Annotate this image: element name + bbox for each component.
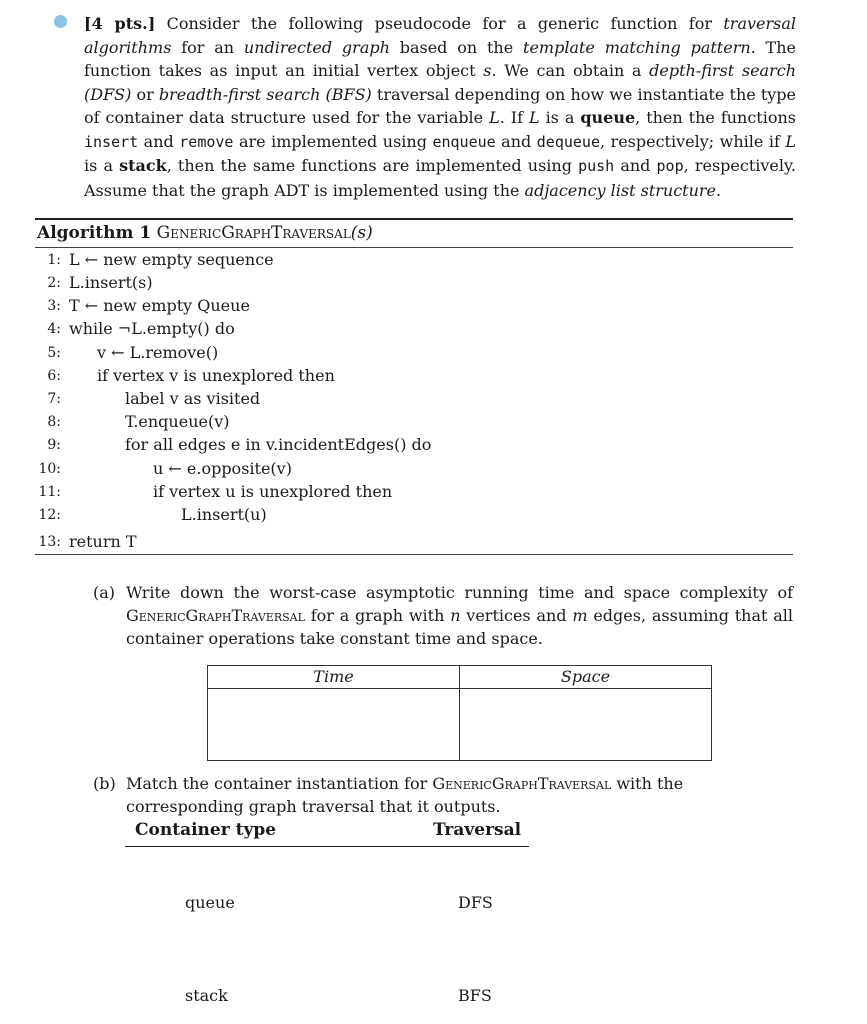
part-b xyxy=(93,772,793,818)
line-number: 12: xyxy=(38,507,61,523)
line-number: 10: xyxy=(38,461,61,477)
container-type-header: Container type xyxy=(135,820,277,840)
traversal-header: Traversal xyxy=(433,820,522,840)
line-code: L.insert(s) xyxy=(69,273,153,292)
algorithm-caption-rule xyxy=(35,247,793,248)
match-table-header xyxy=(125,818,529,847)
line-code: v ← L.remove() xyxy=(97,343,219,362)
line-number: 9: xyxy=(47,437,61,453)
part-a-text: Write down the worst-case asymptotic running time and space complexity of GenericGraphTraversal for a graph with n vertices and m edges, assuming that all container operations take constant time and space. xyxy=(126,583,794,648)
time-header: Time xyxy=(313,667,354,686)
time-answer-cell[interactable] xyxy=(208,689,459,760)
line-code: return T xyxy=(69,532,137,551)
line-number: 2: xyxy=(47,275,61,291)
complexity-table xyxy=(207,665,712,761)
line-number: 13: xyxy=(38,534,61,550)
line-number: 6: xyxy=(47,368,61,384)
line-code: label v as visited xyxy=(125,389,261,408)
algorithm-caption: Algorithm 1 GenericGraphTraversal(s) xyxy=(37,223,373,243)
algorithm-bottom-rule xyxy=(35,554,793,555)
line-code: for all edges e in v.incidentEdges() do xyxy=(125,435,432,454)
line-code: T.enqueue(v) xyxy=(125,412,230,431)
container-stack[interactable]: stack xyxy=(185,986,228,1005)
line-number: 3: xyxy=(47,298,61,314)
line-number: 7: xyxy=(47,391,61,407)
part-a xyxy=(93,581,793,650)
line-number: 11: xyxy=(38,484,61,500)
container-queue[interactable]: queue xyxy=(185,893,235,912)
part-a-label: (a) xyxy=(93,583,116,602)
line-number: 4: xyxy=(47,321,61,337)
line-code: if vertex u is unexplored then xyxy=(153,482,393,501)
part-b-text: Match the container instantiation for GenericGraphTraversal with the corresponding graph traversal that it outputs. xyxy=(126,774,684,816)
traversal-bfs[interactable]: BFS xyxy=(458,986,492,1005)
line-code: L.insert(u) xyxy=(181,505,267,524)
traversal-dfs[interactable]: DFS xyxy=(458,893,493,912)
line-code: if vertex v is unexplored then xyxy=(97,366,335,385)
line-code: L ← new empty sequence xyxy=(69,250,274,269)
part-b-label: (b) xyxy=(93,774,116,793)
line-number: 1: xyxy=(47,252,61,268)
line-code: u ← e.opposite(v) xyxy=(153,459,292,478)
space-header: Space xyxy=(560,667,611,686)
line-number: 5: xyxy=(47,345,61,361)
line-code: while ¬L.empty() do xyxy=(69,319,235,338)
line-code: T ← new empty Queue xyxy=(69,296,250,315)
question-bullet-icon xyxy=(54,15,67,28)
algorithm-top-rule xyxy=(35,218,793,220)
line-number: 8: xyxy=(47,414,61,430)
space-answer-cell[interactable] xyxy=(460,689,711,760)
question-intro: [4 pts.] Consider the following pseudocode for a generic function for traversal algorithms for an undirected graph based on the template matching pattern. The function takes as input an initial vertex object s. We can obtain a depth-first search (DFS) or breadth-first search (BFS) traversal depending on how we instantiate the type of container data structure used for the variable L. If L is a queue, then the functions insert and remove are implemented using enqueue and dequeue, respectively; while if L is a stack, then the same functions are implemented using push and pop, respectively. Assume that the graph ADT is implemented using the adjacency list structure. xyxy=(84,14,797,200)
